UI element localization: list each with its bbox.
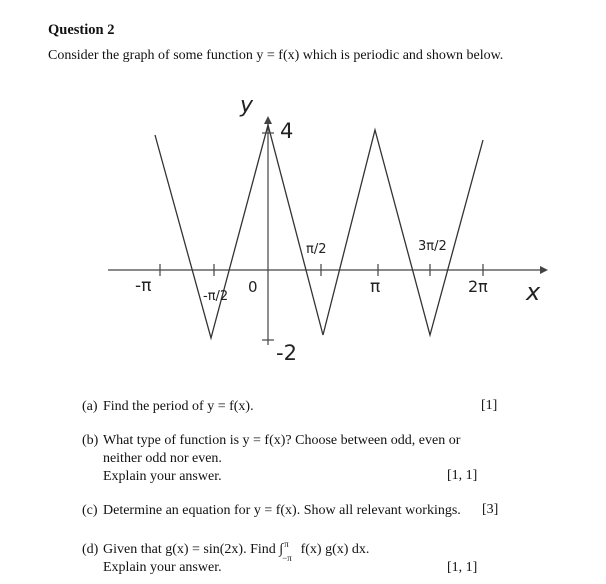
part-c-label: (c) — [82, 503, 98, 518]
label-min: -2 — [276, 341, 297, 365]
question-intro: Consider the graph of some function y = f(x) which is periodic and shown below. — [48, 48, 504, 63]
part-a-text: Find the period of y = f(x). — [103, 399, 254, 414]
part-a — [82, 398, 254, 416]
part-d-text-end: f(x) g(x) dx. — [297, 542, 370, 557]
part-c — [82, 502, 461, 520]
label-three-pi-half: 3π/2 — [418, 239, 447, 254]
part-d-marks: [1, 1] — [447, 560, 478, 575]
part-d-int-upper: π — [284, 539, 289, 549]
label-x-axis: x — [526, 278, 541, 306]
label-max: 4 — [280, 119, 294, 143]
label-y-axis: y — [240, 93, 254, 118]
part-b-label: (b) — [82, 433, 99, 448]
part-d-text: Given that g(x) = sin(2x). Find ∫ — [103, 542, 284, 557]
part-b-text: What type of function is y = f(x)? Choose between odd, even or neither odd nor even. — [102, 433, 461, 466]
part-c-text: Determine an equation for y = f(x). Show all relevant workings. — [103, 503, 461, 518]
part-d — [82, 541, 369, 577]
part-b-marks: [1, 1] — [447, 468, 478, 483]
part-a-label: (a) — [82, 399, 98, 414]
part-c-marks: [3] — [482, 502, 499, 517]
part-d-explain: Explain your answer. — [103, 560, 222, 575]
part-a-marks: [1] — [481, 398, 498, 413]
function-curve — [155, 125, 483, 338]
part-d-int-lower: −π — [282, 553, 292, 563]
label-zero: 0 — [248, 278, 258, 296]
part-b — [82, 432, 482, 486]
x-axis-arrow — [540, 266, 548, 274]
part-d-label: (d) — [82, 542, 99, 557]
label-pi: π — [370, 277, 381, 297]
label-neg-pi: -π — [135, 276, 152, 296]
question-title: Question 2 — [48, 22, 115, 38]
part-b-explain: Explain your answer. — [103, 469, 222, 484]
label-pi-half: π/2 — [306, 242, 327, 257]
label-neg-pi-half: -π/2 — [203, 289, 229, 304]
label-two-pi: 2π — [468, 277, 488, 296]
